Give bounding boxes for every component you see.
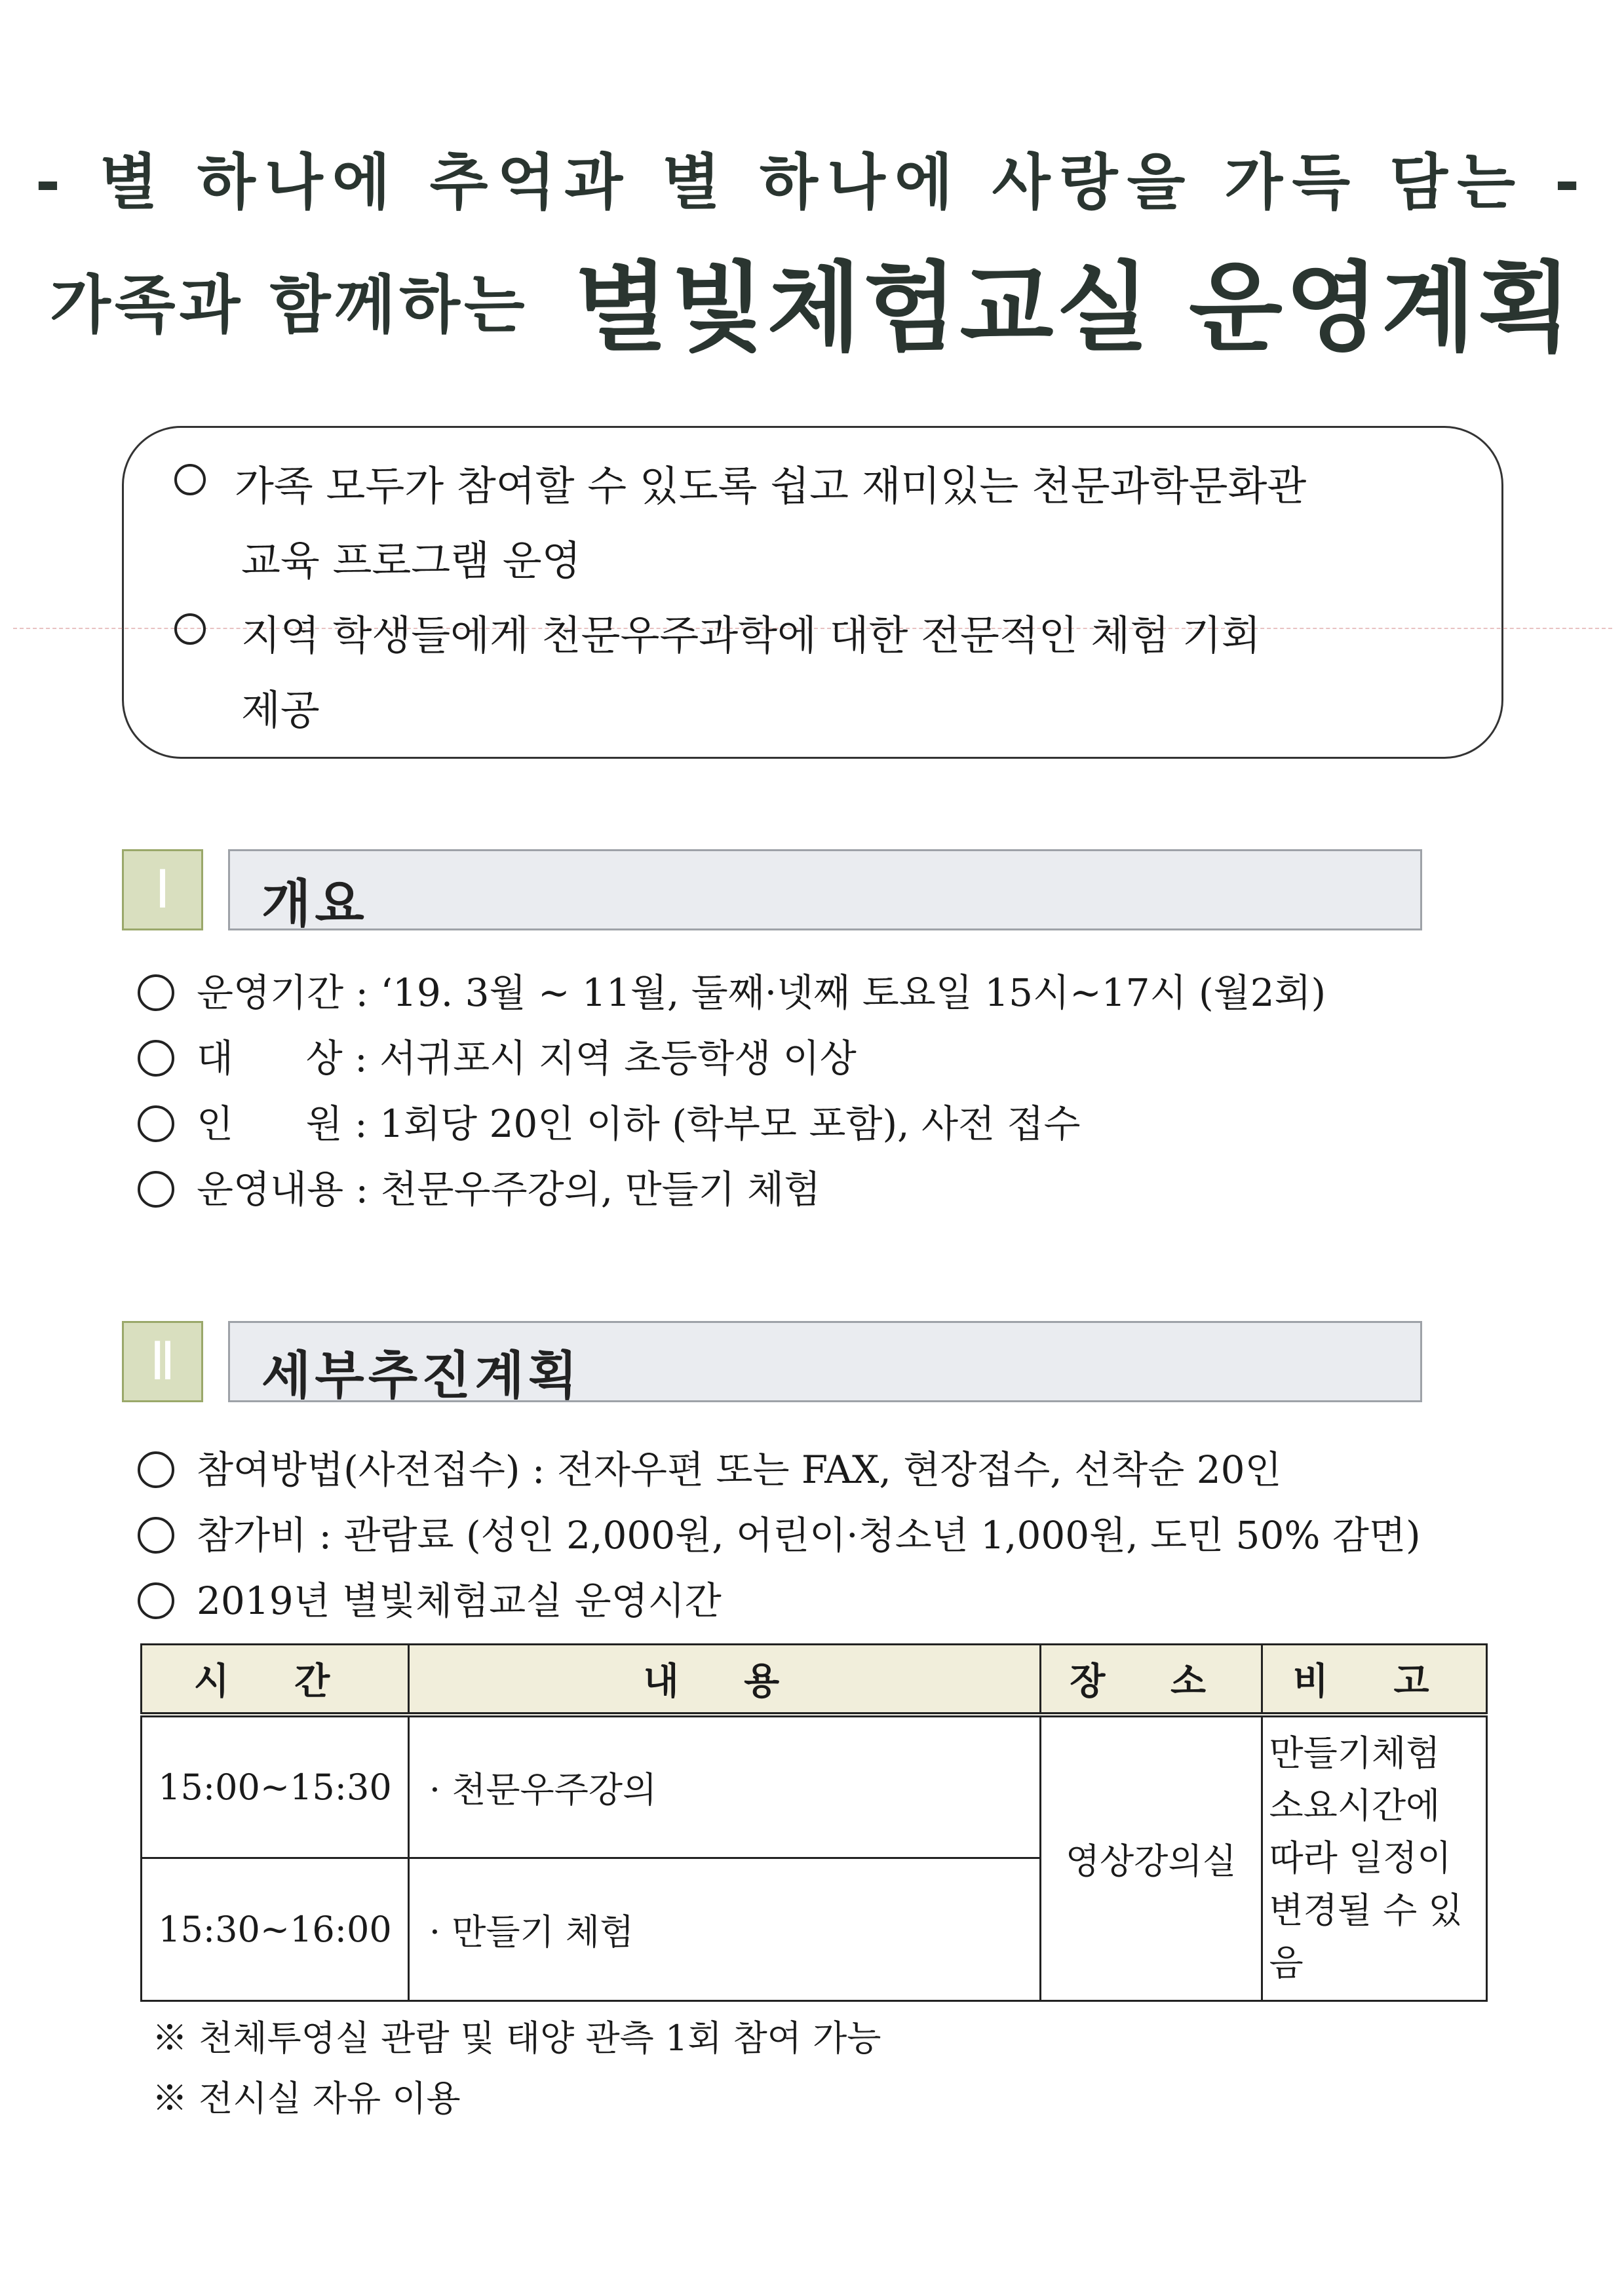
title-prefix: 가족과 함께하는 (50, 268, 529, 342)
section-1-header (228, 849, 1422, 934)
item-text: 참여방법(사전접수) : 전자우편 또는 FAX, 현장접수, 선착순 20인 (197, 1447, 1282, 1492)
title-main: 별빛체험교실 운영계획 (574, 252, 1574, 364)
content-cell: · 천문우주강의 (408, 1715, 1040, 1858)
document-title (0, 231, 1624, 364)
circle-bullet-icon (138, 1105, 174, 1142)
section-2-title: 세부추진계획 (261, 1347, 582, 1406)
section-2-item (138, 1439, 1282, 1494)
place-cell: 영상강의실 (1041, 1715, 1262, 2000)
item-text: 참가비 : 관람료 (성인 2,000원, 어린이·청소년 1,000원, 도민 50% 감면) (197, 1513, 1421, 1558)
circle-bullet-icon (138, 1040, 174, 1077)
section-2-number: Ⅱ (122, 1321, 203, 1402)
item-text: 운영기간 : ‘19. 3월 ~ 11월, 둘째·넷째 토요일 15시~17시 (월2회) (197, 970, 1326, 1015)
circle-bullet-icon (138, 1451, 174, 1488)
footnote: ※ 전시실 자유 이용 (152, 2078, 461, 2119)
purpose-item-1-line1: 가족 모두가 참여할 수 있도록 쉽고 재미있는 천문과학문화관 (235, 462, 1307, 510)
note-cell: 만들기체험 소요시간에 따라 일정이 변경될 수 있음 (1262, 1715, 1487, 2000)
item-text: 대 상 : 서귀포시 지역 초등학생 이상 (197, 1036, 857, 1081)
section-1-item (138, 1027, 857, 1082)
section-1-number: Ⅰ (122, 849, 203, 930)
section-1-item (138, 1093, 1081, 1148)
circle-bullet-icon (138, 1582, 174, 1619)
purpose-item-2-line2: 제공 (241, 686, 320, 734)
purpose-item-2-line1: 지역 학생들에게 천문우주과학에 대한 전문적인 체험 기회 (241, 611, 1261, 659)
item-text: 인 원 : 1회당 20인 이하 (학부모 포함), 사전 접수 (197, 1101, 1081, 1146)
time-cell: 15:30~16:00 (142, 1858, 409, 2000)
circle-bullet-icon (138, 974, 174, 1011)
circle-bullet-icon (174, 464, 206, 495)
column-header-note: 비 고 (1262, 1645, 1487, 1715)
schedule-table (140, 1643, 1488, 2002)
circle-bullet-icon (174, 613, 206, 645)
circle-bullet-icon (138, 1171, 174, 1208)
circle-bullet-icon (138, 1517, 174, 1554)
content-cell: · 만들기 체험 (408, 1858, 1040, 2000)
item-text: 2019년 별빛체험교실 운영시간 (197, 1578, 722, 1623)
item-text: 운영내용 : 천문우주강의, 만들기 체험 (197, 1167, 821, 1212)
table-header-row (142, 1645, 1487, 1715)
section-1-item (138, 1158, 821, 1214)
section-2-item (138, 1504, 1421, 1559)
column-header-place: 장 소 (1041, 1645, 1262, 1715)
document-subtitle: - 별 하나에 추억과 별 하나에 사랑을 가득 담는 - (35, 147, 1589, 218)
purpose-item-1-line2: 교육 프로그램 운영 (241, 537, 581, 584)
section-1-item (138, 962, 1326, 1017)
time-cell: 15:00~15:30 (142, 1715, 409, 1858)
section-1-title: 개요 (261, 875, 368, 934)
table-row (142, 1715, 1487, 1858)
footnote: ※ 천체투영실 관람 및 태양 관측 1회 참여 가능 (152, 2018, 881, 2059)
column-header-time: 시 간 (142, 1645, 409, 1715)
section-2-header (228, 1321, 1422, 1406)
section-2-item (138, 1570, 722, 1625)
column-header-content: 내 용 (408, 1645, 1040, 1715)
